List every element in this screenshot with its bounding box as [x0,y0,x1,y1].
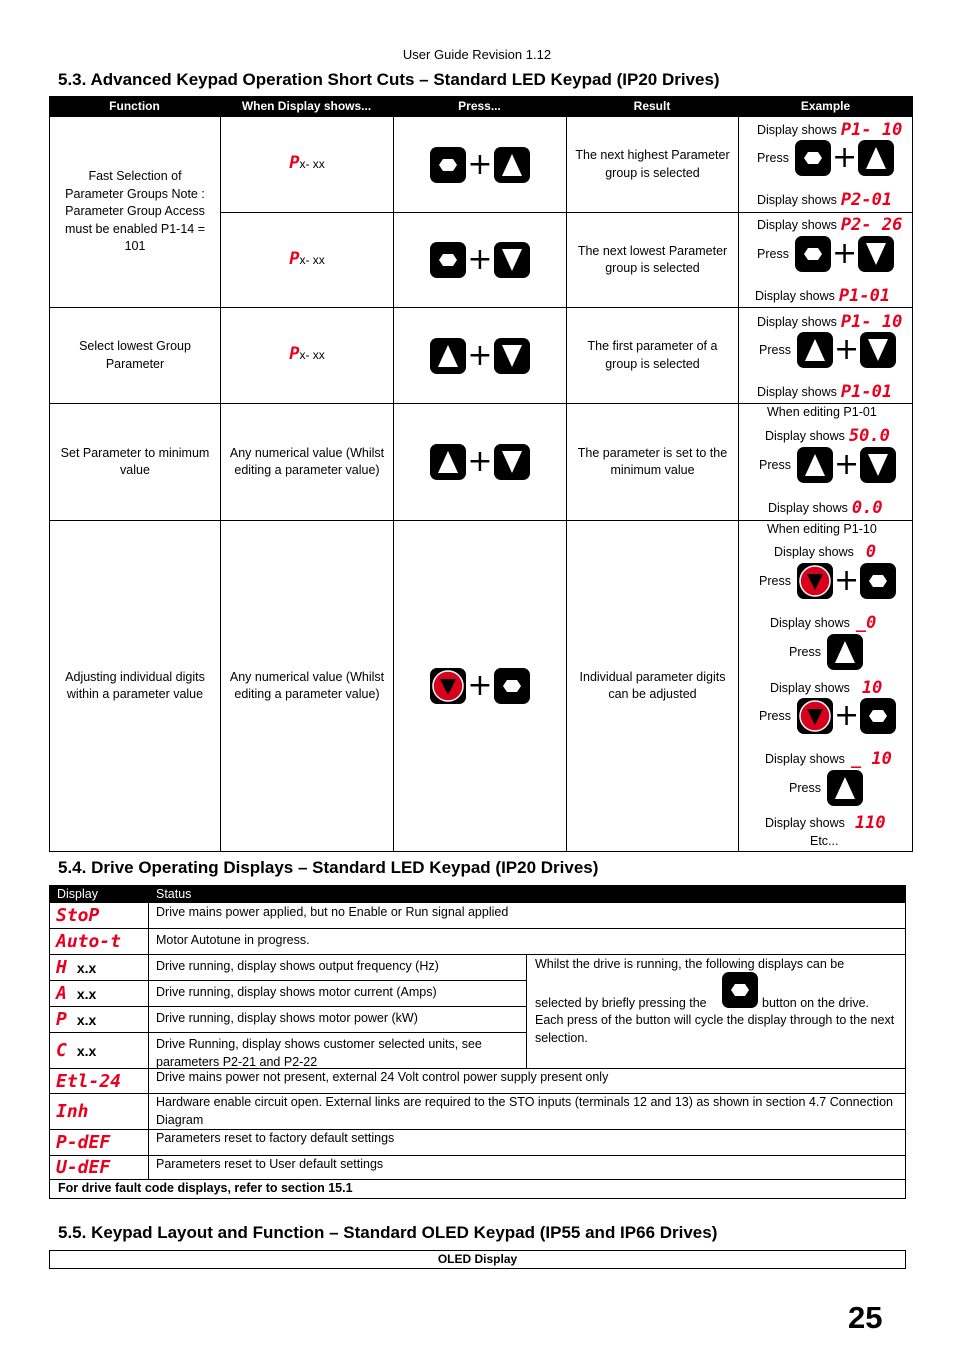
up-arrow-key-icon [797,447,833,483]
red-stop-key-icon [430,668,466,704]
red-stop-key-icon [797,698,833,734]
press-cell-1 [393,116,567,213]
navigate-key-icon [860,698,896,734]
table-row: P-dEF Parameters reset to factory default settings [49,1130,906,1156]
example-2-press: Press + [757,236,894,272]
navigate-key-icon [430,147,466,183]
up-arrow-key-icon [827,770,863,806]
example-1-line3: Display shows P2-01 [757,190,893,210]
page-number: 25 [848,1300,883,1335]
down-arrow-key-icon [494,242,530,278]
example-5-step-3: Display shows _0 [770,613,877,633]
table-row: P x.x Drive running, display shows motor power (kW) [49,1007,527,1033]
result-cell-2: The next lowest Parameter group is selected [566,212,739,308]
display-cell-3: Px- xx [220,307,394,404]
up-arrow-key-icon [430,444,466,480]
side-note-line-2: selected by briefly pressing the [535,996,707,1010]
table-row: StoP Drive mains power applied, but no Enable or Run signal applied [49,903,906,929]
down-arrow-key-icon [494,444,530,480]
side-note-line-1: Whilst the drive is running, the following displays can be [535,957,845,971]
col-function-header: Function [49,96,220,116]
example-4-line3: Display shows 0.0 [768,498,883,518]
down-arrow-key-icon [858,236,894,272]
col-press-header: Press... [393,96,566,116]
result-cell-4: The parameter is set to the minimum value [566,403,739,521]
up-arrow-key-icon [494,147,530,183]
press-cell-5 [393,520,567,852]
side-note-line-3: button on the drive. [762,996,870,1010]
example-4-heading: When editing P1-01 [767,405,877,419]
function-cell-4: Adjusting individual digits within a parameter value [49,520,221,852]
example-5-heading: When editing P1-10 [767,522,877,536]
oled-display-header: OLED Display [49,1250,906,1269]
col-result-header: Result [566,96,738,116]
running-side-note [526,955,906,1069]
example-4-line1: Display shows 50.0 [765,426,890,446]
example-5-step-7: Display shows _ 10 [765,749,892,769]
table-row: H x.x Drive running, display shows output frequency (Hz) [49,955,527,981]
down-arrow-key-icon [860,447,896,483]
side-note-line-4: Each press of the button will cycle the display through to the next selection. [535,1013,895,1045]
example-1-line1: Display shows P1- 10 [757,120,903,140]
plus-icon: + [467,337,493,373]
example-5-step-8: Press [789,770,863,806]
example-5-step-4: Press [789,634,863,670]
press-cell-4 [393,403,567,521]
red-stop-key-icon [797,563,833,599]
up-arrow-key-icon [827,634,863,670]
result-cell-3: The first parameter of a group is selected [566,307,739,404]
table-row: C x.x Drive Running, display shows customer selected units, see parameters P2-21 and P2-22 [49,1033,527,1069]
col-status-header: Status [156,887,192,901]
plus-icon: + [467,444,493,479]
display-cell-2: Px- xx [220,212,394,308]
section-5-3-title: 5.3. Advanced Keypad Operation Short Cuts – Standard LED Keypad (IP20 Drives) [58,70,720,89]
section-5-5-title: 5.5. Keypad Layout and Function – Standard OLED Keypad (IP55 and IP66 Drives) [58,1223,718,1242]
up-arrow-key-icon [430,338,466,374]
shortcut-table [49,96,913,852]
table2-header [49,885,906,903]
plus-icon: + [833,332,860,367]
display-cell-4: Any numerical value (Whilst editing a parameter value) [220,403,394,521]
plus-icon: + [467,146,493,182]
press-cell-3 [393,307,567,404]
table-row: Inh Hardware enable circuit open. External links are required to the STO inputs (terminals 12 and 13) as shown in section 4.7 Connection Diagram [49,1094,906,1130]
example-5-step-5: Display shows 10 [770,678,883,698]
table-row: Auto-t Motor Autotune in progress. [49,929,906,955]
col-display-header: Display [57,887,98,901]
function-cell-2: Select lowest Group Parameter [49,307,221,404]
section-5-4-title: 5.4. Drive Operating Displays – Standard LED Keypad (IP20 Drives) [58,858,599,877]
display-cell-1: Px- xx [220,116,394,213]
navigate-key-icon [795,236,831,272]
display-cell-5: Any numerical value (Whilst editing a parameter value) [220,520,394,852]
plus-icon: + [833,698,860,733]
table-row: U-dEF Parameters reset to User default settings [49,1156,906,1180]
example-2-line3: Display shows P1-01 [755,286,891,306]
plus-icon: + [831,140,858,175]
example-5-step-9: Display shows 110 [765,813,886,833]
plus-icon: + [831,236,858,271]
navigate-key-icon [430,242,466,278]
example-1-press: Press + [757,140,894,176]
navigate-key-icon [795,140,831,176]
function-cell-1: Fast Selection of Parameter Groups Note : Parameter Group Access must be enabled P1-14 = 101 [49,116,221,308]
table-row: A x.x Drive running, display shows motor current (Amps) [49,981,527,1007]
plus-icon: + [833,563,860,598]
example-3-line1: Display shows P1- 10 [757,312,903,332]
example-2-line1: Display shows P2- 26 [757,215,903,235]
example-3-line3: Display shows P1-01 [757,382,893,402]
example-5-step-1: Display shows 0 [774,542,877,562]
example-4-press: Press + [759,447,896,483]
example-5-footer: Etc... [810,834,839,848]
navigate-key-icon [494,668,530,704]
navigate-key-icon [722,972,758,1008]
plus-icon: + [833,447,860,482]
result-cell-5: Individual parameter digits can be adjusted [566,520,739,852]
result-cell-1: The next highest Parameter group is selected [566,116,739,213]
running-head: User Guide Revision 1.12 [402,47,552,62]
down-arrow-key-icon [860,332,896,368]
navigate-key-icon [860,563,896,599]
example-5-step-2: Press + [759,563,896,599]
table-row: Etl-24 Drive mains power not present, external 24 Volt control power supply present only [49,1069,906,1094]
up-arrow-key-icon [858,140,894,176]
press-cell-2 [393,212,567,308]
plus-icon: + [467,668,493,703]
col-display-header: When Display shows... [220,96,393,116]
example-5-step-6: Press + [759,698,896,734]
down-arrow-key-icon [494,338,530,374]
function-cell-3: Set Parameter to minimum value [49,403,221,521]
example-3-press: Press + [759,332,896,368]
up-arrow-key-icon [797,332,833,368]
table2-footer: For drive fault code displays, refer to section 15.1 [49,1180,906,1199]
plus-icon: + [467,242,493,277]
col-example-header: Example [738,96,913,116]
